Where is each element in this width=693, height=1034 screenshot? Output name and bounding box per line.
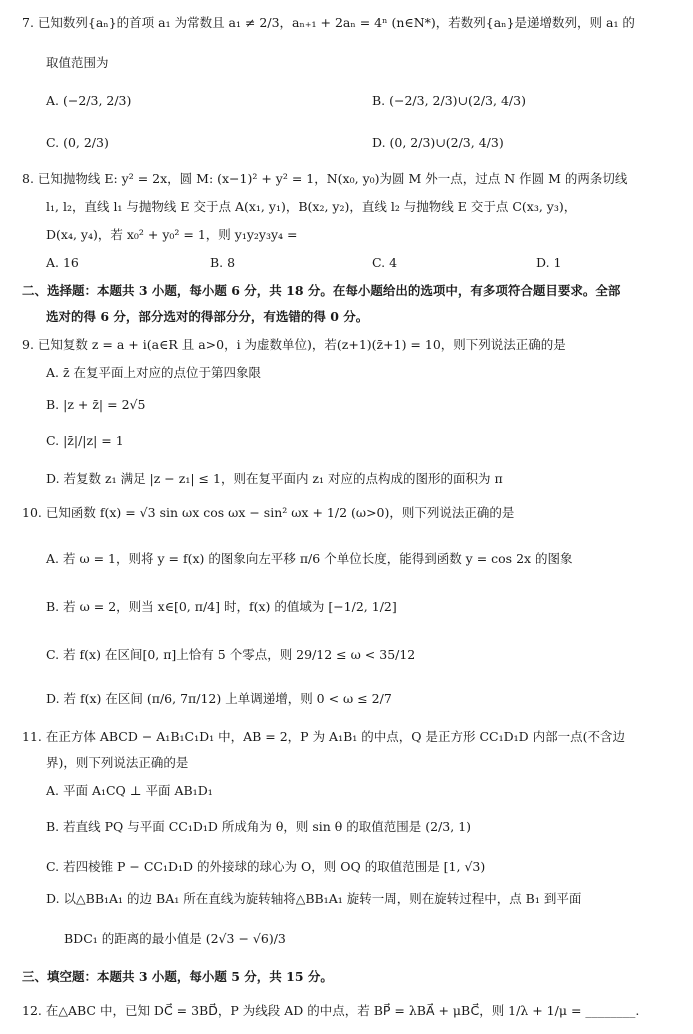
q12-stem: 12. 在△ABC 中，已知 DC⃗ = 3BD⃗，P 为线段 AD 的中点，若 BP⃗ = λBA⃗ + μBC⃗，则 1/λ + 1/μ = ________. — [22, 1003, 640, 1018]
q10-option-d: D. 若 f(x) 在区间 (π/6, 7π/12) 上单调递增，则 0 < ω ≤ 2/7 — [46, 691, 392, 706]
q8-stem-line3: D(x₄, y₄)，若 x₀² + y₀² = 1，则 y₁y₂y₃y₄ = — [46, 227, 298, 242]
section2-heading-line2: 选对的得 6 分，部分选对的得部分分，有选错的得 0 分。 — [46, 309, 369, 324]
q11-option-a: A. 平面 A₁CQ ⊥ 平面 AB₁D₁ — [46, 783, 213, 798]
q9-option-d: D. 若复数 z₁ 满足 |z − z₁| ≤ 1，则在复平面内 z₁ 对应的点构成的图形的面积为 π — [46, 471, 503, 486]
q7-stem-line2: 取值范围为 — [46, 55, 109, 70]
q8-stem-line1: 8. 已知抛物线 E: y² = 2x，圆 M: (x−1)² + y² = 1，N(x₀, y₀)为圆 M 外一点，过点 N 作圆 M 的两条切线 — [22, 171, 628, 186]
q10-option-b: B. 若 ω = 2，则当 x∈[0, π/4] 时，f(x) 的值域为 [−1/2, 1/2] — [46, 599, 397, 614]
q11-stem-line2: 界)，则下列说法正确的是 — [46, 755, 189, 770]
q11-option-d-line2: BDC₁ 的距离的最小值是 (2√3 − √6)/3 — [64, 931, 286, 946]
q11-option-d-line1: D. 以△BB₁A₁ 的边 BA₁ 所在直线为旋转轴将△BB₁A₁ 旋转一周，则在旋转过程中，点 B₁ 到平面 — [46, 891, 582, 906]
q10-option-c: C. 若 f(x) 在区间[0, π]上恰有 5 个零点，则 29/12 ≤ ω < 35/12 — [46, 647, 416, 662]
q9-option-b: B. |z + z̄| = 2√5 — [46, 397, 146, 412]
q10-stem: 10. 已知函数 f(x) = √3 sin ωx cos ωx − sin² ωx + 1/2 (ω>0)，则下列说法正确的是 — [22, 505, 515, 520]
q8-option-b: B. 8 — [210, 255, 236, 270]
section2-heading-line1: 二、选择题：本题共 3 小题，每小题 6 分，共 18 分。在每小题给出的选项中，有多项符合题目要求。全部 — [22, 283, 621, 298]
section3-heading: 三、填空题：本题共 3 小题，每小题 5 分，共 15 分。 — [22, 969, 333, 984]
q7-option-d: D. (0, 2/3)∪(2/3, 4/3) — [372, 135, 504, 150]
q11-stem-line1: 11. 在正方体 ABCD − A₁B₁C₁D₁ 中，AB = 2，P 为 A₁B₁ 的中点，Q 是正方形 CC₁D₁D 内部一点(不含边 — [22, 729, 625, 744]
q8-option-c: C. 4 — [372, 255, 398, 270]
q11-option-c: C. 若四棱锥 P − CC₁D₁D 的外接球的球心为 O，则 OQ 的取值范围是 [1, √3) — [46, 859, 486, 874]
q7-option-c: C. (0, 2/3) — [46, 135, 109, 150]
q7-stem-line1: 7. 已知数列{aₙ}的首项 a₁ 为常数且 a₁ ≠ 2/3，aₙ₊₁ + 2aₙ = 4ⁿ (n∈N*)，若数列{aₙ}是递增数列，则 a₁ 的 — [22, 15, 635, 30]
q9-option-a: A. z̄ 在复平面上对应的点位于第四象限 — [46, 365, 262, 380]
q8-option-a: A. 16 — [46, 255, 79, 270]
q7-option-a: A. (−2/3, 2/3) — [46, 93, 132, 108]
q9-stem: 9. 已知复数 z = a + i(a∈R 且 a>0，i 为虚数单位)，若(z+1)(z̄+1) = 10，则下列说法正确的是 — [22, 337, 566, 352]
q8-stem-line2: l₁, l₂，直线 l₁ 与抛物线 E 交于点 A(x₁, y₁)，B(x₂, y₂)，直线 l₂ 与抛物线 E 交于点 C(x₃, y₃)， — [46, 199, 577, 214]
q8-option-d: D. 1 — [536, 255, 562, 270]
q10-option-a: A. 若 ω = 1，则将 y = f(x) 的图象向左平移 π/6 个单位长度，能得到函数 y = cos 2x 的图象 — [46, 551, 573, 566]
q9-option-c: C. |z̄|/|z| = 1 — [46, 433, 124, 448]
q11-option-b: B. 若直线 PQ 与平面 CC₁D₁D 所成角为 θ，则 sin θ 的取值范围是 (2/3, 1) — [46, 819, 472, 834]
q7-option-b: B. (−2/3, 2/3)∪(2/3, 4/3) — [372, 93, 526, 108]
